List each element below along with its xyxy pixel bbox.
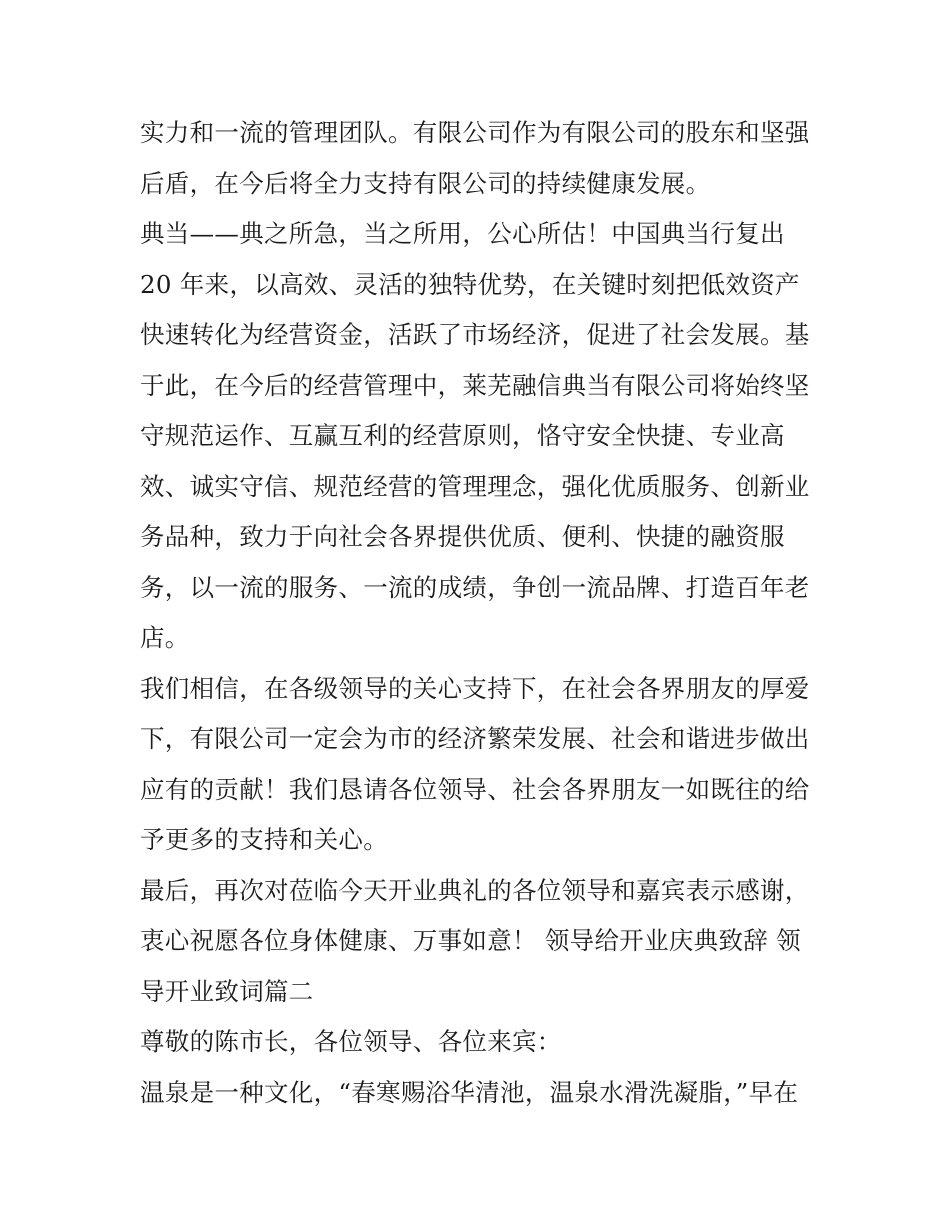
text-line: 后盾，在今后将全力支持有限公司的持续健康发展。 xyxy=(140,168,711,198)
text-line: 应有的贡献！我们恳请各位领导、社会各界朋友一如既往的给 xyxy=(140,774,810,804)
text-line: 最后，再次对莅临今天开业典礼的各位领导和嘉宾表示感谢， xyxy=(140,875,810,905)
text-line: 尊敬的陈市长，各位领导、各位来宾： xyxy=(140,1027,562,1056)
text-line: 下，有限公司一定会为市的经济繁荣发展、社会和谐进步做出 xyxy=(140,724,810,753)
text-line: 温泉是一种文化，“春寒赐浴华清池，温泉水滑洗凝脂，”早在 xyxy=(140,1077,799,1107)
text-line: 于此，在今后的经营管理中，莱芜融信典当有限公司将始终坚 xyxy=(140,370,810,400)
text-line: 20 年来，以高效、灵活的独特优势，在关键时刻把低效资产 xyxy=(140,269,800,299)
text-line: 予更多的支持和关心。 xyxy=(140,825,388,854)
text-line: 典当——典之所急，当之所用，公心所估！中国典当行复出 xyxy=(140,219,785,248)
text-line: 务品种，致力于向社会各界提供优质、便利、快捷的融资服 xyxy=(140,522,785,551)
text-line: 我们相信，在各级领导的关心支持下，在社会各界朋友的厚爱 xyxy=(140,673,810,703)
text-line: 导开业致词篇二 xyxy=(140,976,314,1006)
text-line: 衷心祝愿各位身体健康、万事如意！ 领导给开业庆典致辞 领 xyxy=(140,926,801,955)
document-body xyxy=(140,108,820,1118)
text-line: 快速转化为经营资金，活跃了市场经济，促进了社会发展。基 xyxy=(140,320,810,349)
text-line: 效、诚实守信、规范经营的管理理念，强化优质服务、创新业 xyxy=(140,471,810,501)
text-line: 务，以一流的服务、一流的成绩，争创一流品牌、打造百年老 xyxy=(140,572,810,602)
text-line: 守规范运作、互赢互利的经营原则，恪守安全快捷、专业高 xyxy=(140,421,785,450)
text-line: 店。 xyxy=(140,623,190,652)
text-line: 实力和一流的管理团队。有限公司作为有限公司的股东和坚强 xyxy=(140,118,810,147)
